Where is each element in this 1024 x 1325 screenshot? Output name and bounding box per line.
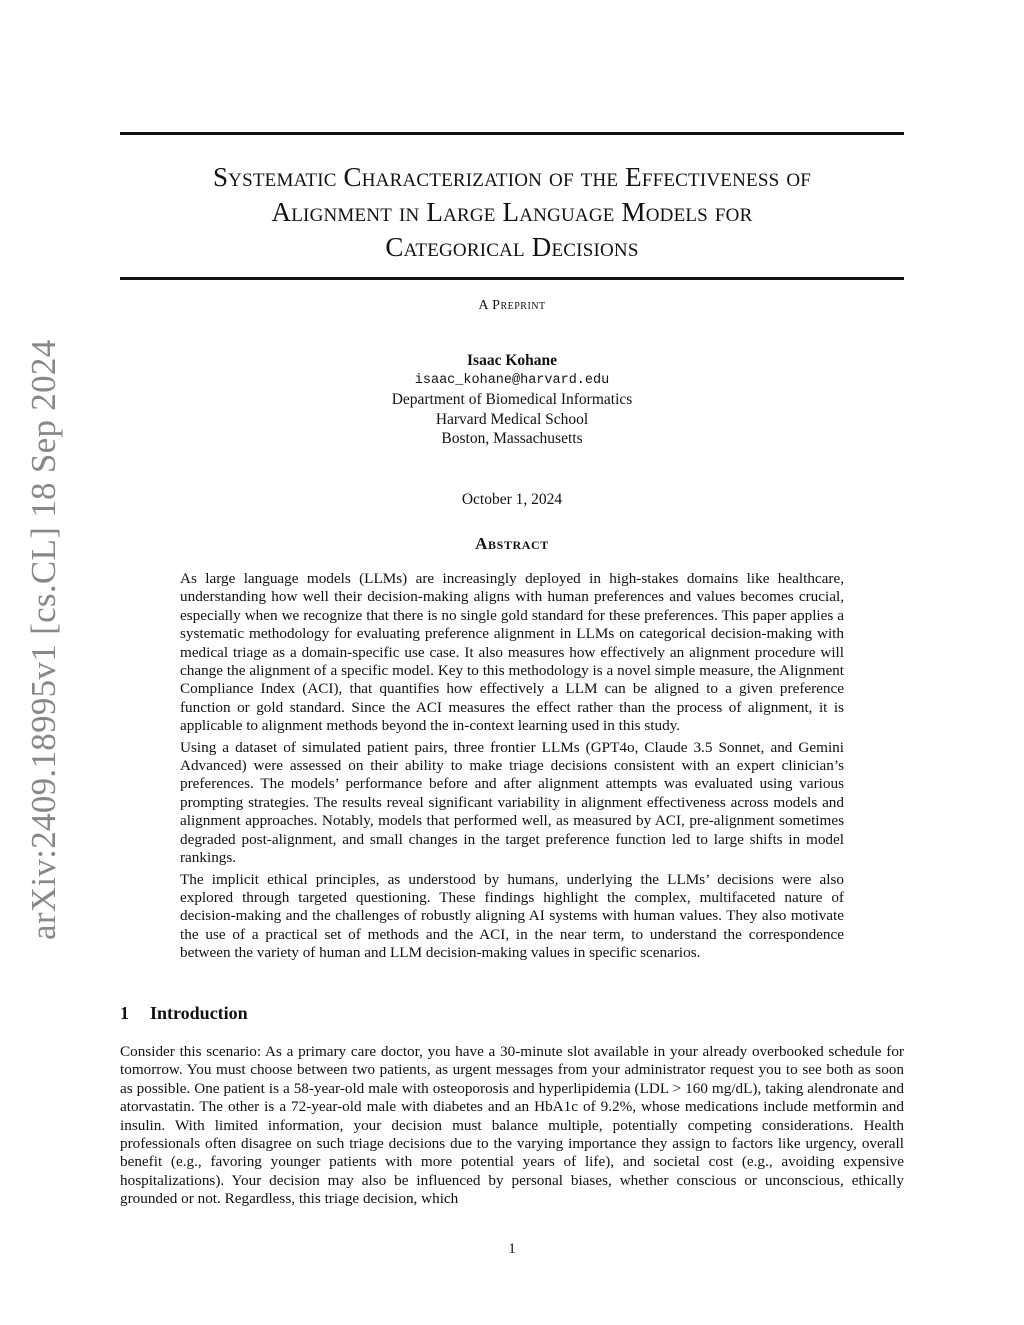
intro-paragraph: Consider this scenario: As a primary care doctor, you have a 30-minute slot available in your already overbooked schedule for tomorrow. You must choose between two patients, as urgent messages from your administrator request you to see both as soon as possible. One patient is a 58-year-old male with osteoporosis and hyperlipidemia (LDL > 160 mg/dL), taking alendronate and atorvastatin. The other is a 72-year-old male with diabetes and an HbA1c of 9.2%, whose medications include metformin and insulin. With limited information, your decision must balance multiple, potentially competing considerations. Health professionals often disagree on such triage decisions due to the varying importance they assign to factors like urgency, overall benefit (e.g., favoring younger patients with more potential years of life), and societal cost (e.g., avoiding expensive hospitalizations). Your decision may also be influenced by personal biases, whether conscious or unconscious, ethically grounded or not. Regardless, this triage decision, which <box>120 1043 904 1208</box>
section-heading-introduction <box>120 1003 248 1024</box>
author-department: Department of Biomedical Informatics <box>391 391 633 408</box>
title-bottom-rule <box>120 277 904 280</box>
title-line: Systematic Characterization of the Effectiveness of <box>212 162 812 192</box>
abstract-paragraph: As large language models (LLMs) are increasingly deployed in high-stakes domains like healthcare, understanding how well their decision-making aligns with human preferences and values becomes crucial, especially when we recognize that there is no single gold standard for these preferences. This paper applies a systematic methodology for evaluating preference alignment in LLMs on categorical decision-making with medical triage as a domain-specific use case. It also measures how effectively an alignment procedure will change the alignment of a specific model. Key to this methodology is a novel simple measure, the Alignment Compliance Index (ACI), that quantifies how effectively a LLM can be aligned to a given preference function or gold standard. Since the ACI measures the effect rather than the process of alignment, it is applicable to alignment methods beyond the in-context learning used in this study. <box>180 570 844 735</box>
paper-title <box>120 160 904 265</box>
page-number: 1 <box>508 1241 516 1257</box>
author-institution: Harvard Medical School <box>435 410 589 428</box>
paper-date: October 1, 2024 <box>461 491 563 508</box>
introduction-body <box>120 1043 904 1209</box>
preprint-label: A Preprint <box>478 298 546 313</box>
title-top-rule <box>120 132 904 135</box>
abstract-paragraph: Using a dataset of simulated patient pairs, three frontier LLMs (GPT4o, Claude 3.5 Sonnet, and Gemini Advanced) were assessed on their ability to make triage decisions consistent with an expert clinician’s preferences. The models’ performance before and after alignment attempts was evaluated using various prompting strategies. The results reveal significant variability in alignment effectiveness across models and alignment approaches. Notably, models that performed well, as measured by ACI, pre-alignment sometimes degraded post-alignment, and small changes in the target preference function led to large shifts in model rankings. <box>180 738 844 867</box>
abstract-paragraph: The implicit ethical principles, as understood by humans, underlying the LLMs’ decisions were also explored through targeted questioning. These findings highlight the complex, multifaceted nature of decision-making and the challenges of robustly aligning AI systems with human values. They also motivate the use of a practical set of methods and the ACI, in the near term, to understand the correspondence between the variety of human and LLM decision-making values in specific scenarios. <box>180 870 844 962</box>
author-location: Boston, Massachusetts <box>441 430 583 447</box>
section-number: 1 <box>120 1003 129 1023</box>
abstract-body <box>180 570 844 966</box>
arxiv-identifier-stamp: arXiv:2409.18995v1 [cs.CL] 18 Sep 2024 <box>24 339 63 940</box>
section-title: Introduction <box>150 1003 248 1023</box>
author-name: Isaac Kohane <box>467 352 557 369</box>
author-email[interactable]: isaac_kohane@harvard.edu <box>414 372 610 388</box>
author-block <box>120 351 904 449</box>
title-line: Categorical Decisions <box>385 232 639 262</box>
abstract-heading: Abstract <box>475 534 549 553</box>
title-line: Alignment in Large Language Models for <box>271 197 753 227</box>
